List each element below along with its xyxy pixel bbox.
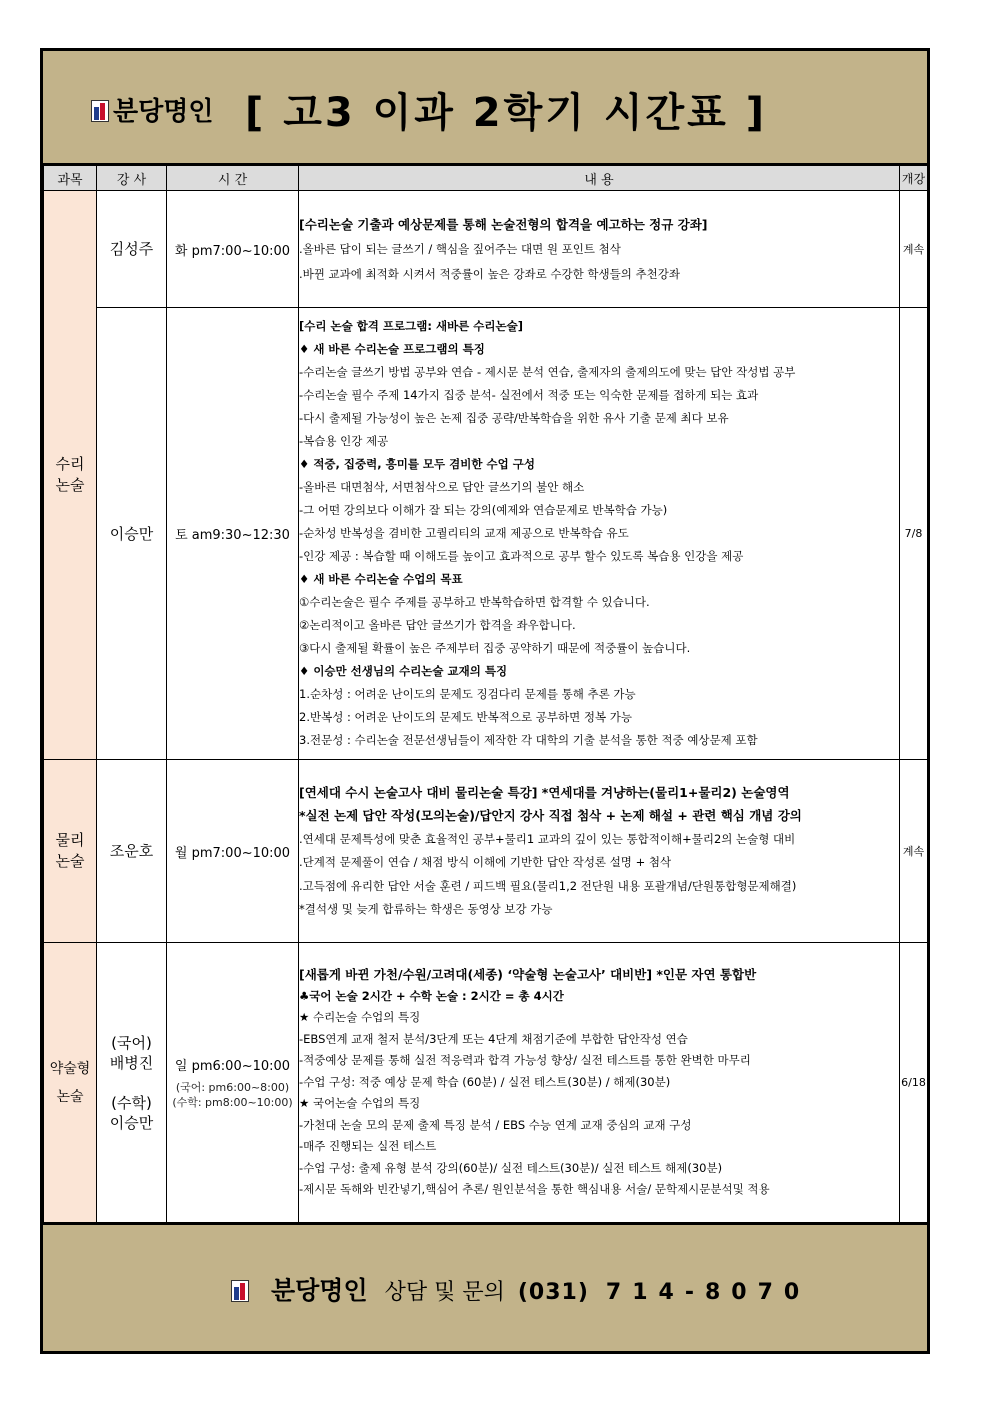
time-cell: 화 pm7:00~10:00: [167, 191, 299, 308]
content-line: ②논리적이고 올바른 답안 글쓰기가 합격을 좌우합니다.: [299, 618, 576, 632]
content-line: [수리 논술 합격 프로그램: 새바른 수리논술]: [299, 319, 523, 333]
table-row: [44, 308, 928, 760]
content-line: -수업 구성: 출제 유형 분석 강의(60분)/ 실전 테스트(30분)/ 실전 테스트 해제(30분): [299, 1160, 723, 1175]
phone-number: 714-8070: [605, 1280, 811, 1305]
teacher-name-korean: 배병진: [109, 1053, 154, 1072]
teacher-cell: [97, 943, 167, 1223]
col-header-start: 개강: [900, 166, 928, 191]
timetable-frame: [40, 48, 930, 1354]
teacher-cell: 김성주: [97, 191, 167, 308]
table-header-row: [44, 166, 928, 191]
content-line: ③다시 출제될 확률이 높은 주제부터 집중 공약하기 때문에 적중률이 높습니다.: [299, 641, 691, 655]
start-cell: 6/18: [900, 943, 928, 1223]
content-line: ★ 국어논술 수업의 특징: [299, 1096, 421, 1111]
col-header-subject: 과목: [44, 166, 97, 191]
time-cell: [167, 943, 299, 1223]
content-line: 3.전문성 : 수리논술 전문선생님들이 제작한 각 대학의 기출 분석을 통한 적중 예상문제 포함: [299, 733, 758, 747]
col-header-teacher: 강 사: [97, 166, 167, 191]
content-line: ★ 수리논술 수업의 특징: [299, 1010, 421, 1025]
content-line: -수업 구성: 적중 예상 문제 학습 (60분) / 실전 테스트(30분) / 해제(30분): [299, 1074, 671, 1089]
page-title: [ 고3 이과 2학기 시간표 ]: [245, 90, 767, 136]
content-line: *결석생 및 늦게 합류하는 학생은 동영상 보강 가능: [299, 902, 553, 916]
time-sub-math: (수학: pm8:00~10:00): [172, 1096, 293, 1109]
contact-line: [231, 1271, 810, 1307]
time-sub-korean: (국어: pm6:00~8:00): [175, 1081, 290, 1094]
content-line: -제시문 독해와 빈칸넣기,핵심어 추론/ 원인분석을 통한 핵심내용 서술/ 문학제시문분석및 적용: [299, 1182, 770, 1197]
content-line: .바뀐 교과에 최적화 시켜서 적중률이 높은 강좌로 수강한 학생들의 추천강좌: [299, 266, 680, 281]
subject-math: 수리 논술: [55, 455, 85, 494]
brand-logo-icon: [91, 100, 109, 122]
schedule-table: [43, 165, 928, 1223]
content-line: ♦ 이승만 선생님의 수리논술 교재의 특징: [299, 664, 508, 678]
table-row: [44, 191, 928, 308]
content-line: ♦ 적중, 집중력, 흥미를 모두 겸비한 수업 구성: [299, 457, 535, 471]
content-line: -적중예상 문제를 통해 실전 적응력과 합격 가능성 향상/ 실전 테스트를 통한 완벽한 마무리: [299, 1053, 751, 1068]
col-header-time: 시 간: [167, 166, 299, 191]
content-line: -그 어떤 강의보다 이해가 잘 되는 강의(예제와 연습문제로 반복학습 가능): [299, 503, 668, 517]
subject-short-essay-b: 논술: [56, 1088, 84, 1105]
content-line: [수리논술 기출과 예상문제를 통해 논술전형의 합격을 예고하는 정규 강좌]: [299, 216, 708, 232]
content-line: 1.순차성 : 어려운 난이도의 문제도 징검다리 문제를 통해 추론 가능: [299, 687, 636, 701]
footer-brand: 분당명인: [271, 1276, 368, 1305]
content-line: -올바른 대면첨삭, 서면첨삭으로 답안 글쓰기의 불안 해소: [299, 480, 585, 494]
time-main: 일 pm6:00~10:00: [174, 1059, 291, 1074]
teacher-cell: 이승만: [97, 308, 167, 760]
content-line: ♣국어 논술 2시간 + 수학 논술 : 2시간 = 총 4시간: [299, 988, 564, 1003]
time-sub: [167, 1080, 298, 1110]
subject-cell-short-essay: [44, 943, 97, 1223]
header-brand: [91, 91, 213, 128]
content-line: 2.반복성 : 어려운 난이도의 문제도 반복적으로 공부하면 정복 가능: [299, 710, 632, 724]
content-cell: [299, 308, 900, 760]
content-line: -가천대 논술 모의 문제 출제 특징 분석 / EBS 수능 연계 교재 중심의 교재 구성: [299, 1117, 692, 1132]
subject-physics: 물리 논술: [55, 831, 85, 870]
content-line: ①수리논술은 필수 주제를 공부하고 반복학습하면 합격할 수 있습니다.: [299, 595, 650, 609]
content-line: -다시 출제될 가능성이 높은 논제 집중 공략/반복학습을 위한 유사 기출 문제 최다 보유: [299, 411, 729, 425]
content-line: ♦ 새 바른 수리논술 프로그램의 특징: [299, 342, 485, 356]
content-line: -수리논술 글쓰기 방법 공부와 연습 - 제시문 분석 연습, 출제자의 출제의도에 맞는 답안 작성법 공부: [299, 365, 796, 379]
content-line: [새롭게 바뀐 가천/수원/고려대(세종) ‘약술형 논술고사’ 대비반] *인문 자연 통합반: [299, 967, 757, 983]
table-row: [44, 943, 928, 1223]
subject-cell-math: [44, 191, 97, 760]
brand-name: 분당명인: [113, 97, 214, 127]
content-line: [연세대 수시 논술고사 대비 물리논술 특강] *연세대를 겨냥하는(물리1+물리2) 논술영역: [299, 784, 790, 800]
table-row: [44, 760, 928, 943]
content-line: .올바른 답이 되는 글쓰기 / 핵심을 짚어주는 대면 원 포인트 첨삭: [299, 241, 621, 256]
subject-cell-physics: [44, 760, 97, 943]
content-line: -복습용 인강 제공: [299, 434, 389, 448]
col-header-content: 내 용: [299, 166, 900, 191]
contact-text: 상담 및 문의: [384, 1280, 505, 1305]
content-cell: [299, 191, 900, 308]
content-line: -수리논술 필수 주제 14가지 집중 분석- 실전에서 적중 또는 익숙한 문제를 접하게 되는 효과: [299, 388, 759, 402]
start-cell: 계속: [900, 760, 928, 943]
content-line: -순차성 반복성을 겸비한 고퀄리티의 교재 제공으로 반복학습 유도: [299, 526, 629, 540]
teacher-label-korean: (국어): [111, 1033, 152, 1052]
time-cell: 토 am9:30~12:30: [167, 308, 299, 760]
content-line: .연세대 문제특성에 맞춘 효율적인 공부+물리1 교과의 깊이 있는 통합적이해+물리2의 논술형 대비: [299, 831, 796, 846]
subject-short-essay-a: 약술형: [49, 1060, 91, 1077]
footer-banner: [43, 1223, 927, 1351]
content-line: -매주 진행되는 실전 테스트: [299, 1139, 437, 1154]
content-line: .단계적 문제풀이 연습 / 채점 방식 이해에 기반한 답안 작성론 설명 + 첨삭: [299, 855, 672, 869]
header-banner: [43, 51, 927, 165]
phone-area-code: (031): [517, 1280, 589, 1305]
content-line: .고득점에 유리한 답안 서술 훈련 / 피드백 필요(물리1,2 전단원 내용 포괄개념/단원통합형문제해결): [299, 878, 797, 893]
start-cell: 7/8: [900, 308, 928, 760]
teacher-name-math: 이승만: [109, 1113, 154, 1132]
teacher-cell: 조운호: [97, 760, 167, 943]
content-line: *실전 논제 답안 작성(모의논술)/답안지 강사 직접 첨삭 + 논제 해설 + 관련 핵심 개념 강의: [299, 808, 802, 823]
brand-logo-icon: [231, 1280, 249, 1302]
content-cell: [299, 943, 900, 1223]
content-line: ♦ 새 바른 수리논술 수업의 목표: [299, 572, 463, 586]
content-line: -EBS연계 교재 철저 분석/3단계 또는 4단계 채점기준에 부합한 답안작성 연습: [299, 1031, 688, 1046]
time-cell: 월 pm7:00~10:00: [167, 760, 299, 943]
start-cell: 계속: [900, 191, 928, 308]
content-cell: [299, 760, 900, 943]
teacher-label-math: (수학): [111, 1093, 152, 1112]
content-line: -인강 제공 : 복습할 때 이해도를 높이고 효과적으로 공부 할수 있도록 복습용 인강을 제공: [299, 549, 744, 563]
